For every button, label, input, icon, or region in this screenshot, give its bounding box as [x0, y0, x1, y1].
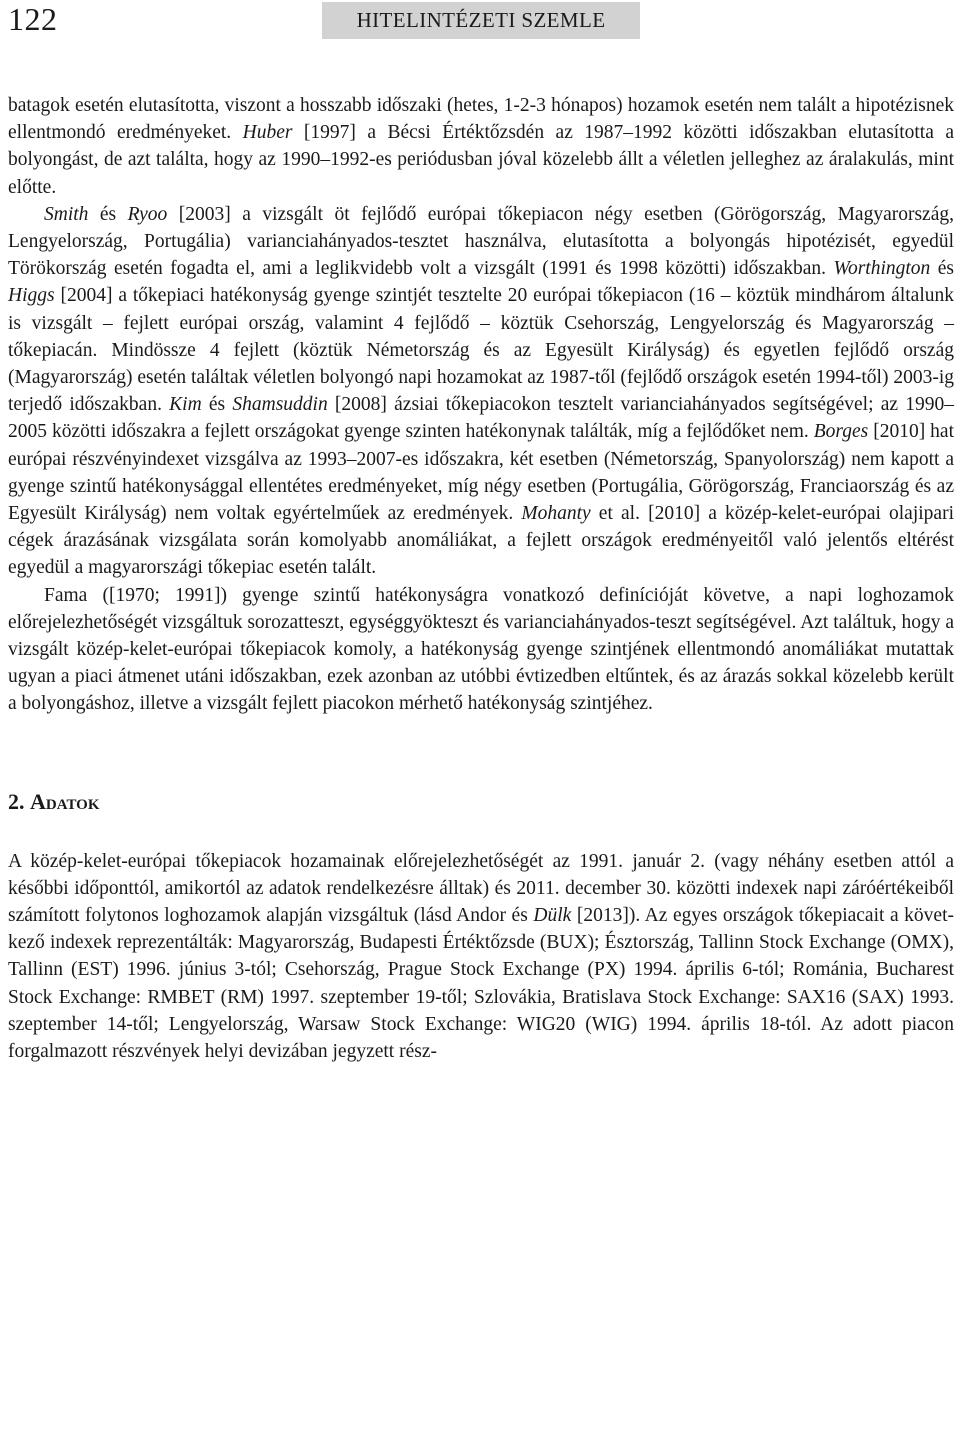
cited-author: Smith — [44, 203, 89, 225]
section-heading — [8, 788, 954, 816]
text-run: [2003] a vizsgált öt fejlődő európai tőkepiacon négy esetben (Görögország, Magyarország, Lengyelország, Portugália) varianciahányados-tesztet használva, elutasította a bolyongás hipotézisét, egyedül Törökország esetén fogadta el, ami a leglikvidebb volt a vizsgált (1991 és 1998 közötti) időszakban. — [8, 203, 954, 280]
text-run: A közép-kelet-európai tőkepiacok hozamainak előrejelezhetőségét az 1991. január 2. (vagy néhány esetben attól a későbbi időponttól, amikortól az adatok rendelkezésre álltak) és 2011. december 30. közötti indexek napi záróértékeiből számított folytonos loghozamok alapján vizsgáltuk (lásd Andor és — [8, 850, 954, 927]
section-title: Adatok — [30, 788, 100, 814]
cited-author: Mohanty — [521, 503, 591, 525]
cited-author: Worthington — [833, 258, 931, 280]
page-header — [0, 0, 960, 40]
text-run: batagok esetén elutasította, viszont a hosszabb időszaki (hetes, 1-2-3 hónapos) hozamok esetén nem talált a hipotézisnek ellentmondó eredményeket. — [8, 95, 954, 144]
page-number: 122 — [8, 1, 58, 37]
paragraph — [8, 201, 954, 582]
paragraph — [8, 582, 954, 718]
cited-author: Ryoo — [127, 203, 168, 225]
text-run: [1997] a Bécsi Értéktőzsdén az 1987–1992 közötti időszakban elutasította a bolyongást, de azt találta, hogy az 1990–1992-es periódusban jóval közelebb állt a véletlen jelleghez az áralakulás, mint előtte. — [8, 122, 954, 198]
text-run: és — [930, 258, 954, 280]
article-body — [8, 92, 954, 1065]
cited-author: Shamsuddin — [232, 394, 328, 416]
cited-author: Huber — [242, 122, 293, 144]
text-run: [2004] a tőkepiaci hatékonyság gyenge szintjét tesztelte 20 európai tőkepiacon (16 – köztük mindhárom általunk is vizsgált – fejlett európai ország, valamint 4 fejlődő – köztük Csehország, Lengyelország és Magyarország – tőkepiacán. Mindössze 4 fejlett (köztük Németország és az Egyesült Királyság) és egyetlen fejlődő ország (Magyarország) esetén találtak véletlen bolyongó napi hozamokat az 1987-től (fejlődő országok esetén 1994-től) 2003-ig terjedő időszakban. — [8, 285, 954, 416]
text-run: Fama ([1970; 1991]) gyenge szintű hatékonyságra vonatkozó definícióját követve, a napi loghozamok előrejelezhetőségét vizsgáltuk sorozatteszt, egységgyökteszt és varianciahányados-teszt segítségével. Azt találtuk, hogy a vizsgált közép-kelet-európai tőkepiacok komoly, a hatékonyság gyenge szintjének ellentmondó anomáliákat mutattak ugyan a piaci átmenet utáni időszakban, ezek azonban az utóbbi évtizedben eltűntek, és az árazás sokkal közelebb került a bolyongáshoz, illetve a vizsgált fejlett piacokon mérhető hatékonyság szintjéhez. — [8, 584, 954, 715]
cited-author: Dülk — [533, 905, 572, 927]
cited-author: Kim — [169, 394, 202, 416]
paragraph — [8, 92, 954, 201]
text-run: [2013]). Az egyes országok tőkepiacait a következő indexek reprezentálták: Magyarország, Budapesti Értéktőzsde (BUX); Észtország, Tallinn Stock Exchange (OMX), Tallinn (EST) 1996. június 3-tól; Csehország, Prague Stock Exchange (PX) 1994. április 6-tól; Románia, Bucharest Stock Exchange: RMBET (RM) 1997. szeptember 19-től; Szlovákia, Bratislava Stock Exchange: SAX16 (SAX) 1993. szeptember 14-től; Lengyelország, Warsaw Stock Exchange: WIG20 (WIG) 1994. április 18-tól. Az adott piacon forgalmazott részvények helyi devizában jegyzett rész- — [8, 905, 955, 1063]
cited-author: Higgs — [8, 285, 55, 307]
section-number: 2. — [8, 788, 25, 814]
text-run: et al. [2010] a közép-kelet-európai olajipari cégek árazásának vizsgálata során komolyabb anomáliákat, a fejlett országok eredményeitől való jelentős eltérést egyedül a magyarországi tőkepiac esetén talált. — [8, 503, 954, 579]
journal-title: HITELINTÉZETI SZEMLE — [322, 2, 640, 39]
text-run: és — [201, 394, 233, 416]
cited-author: Borges — [813, 421, 869, 443]
text-run: [2010] hat európai részvényindexet vizsgálva az 1993–2007-es időszakra, két esetben (Németország, Spanyolország) nem kapott a gyenge szintű hatékonysággal ellentétes eredményeket, míg négy esetben (Portugália, Görögország, Franciaország és az Egyesült Királyság) nem voltak egyértelműek az eredmények. — [8, 421, 954, 525]
text-run: [2008] ázsiai tőkepiacokon tesztelt varianciahányados segítségével; az 1990–2005 közötti időszakra a fejlett országokat gyenge szinten hatékonynak találták, míg a fejlődőket nem. — [8, 394, 954, 443]
paragraph — [8, 848, 954, 1066]
text-run: és — [88, 203, 128, 225]
